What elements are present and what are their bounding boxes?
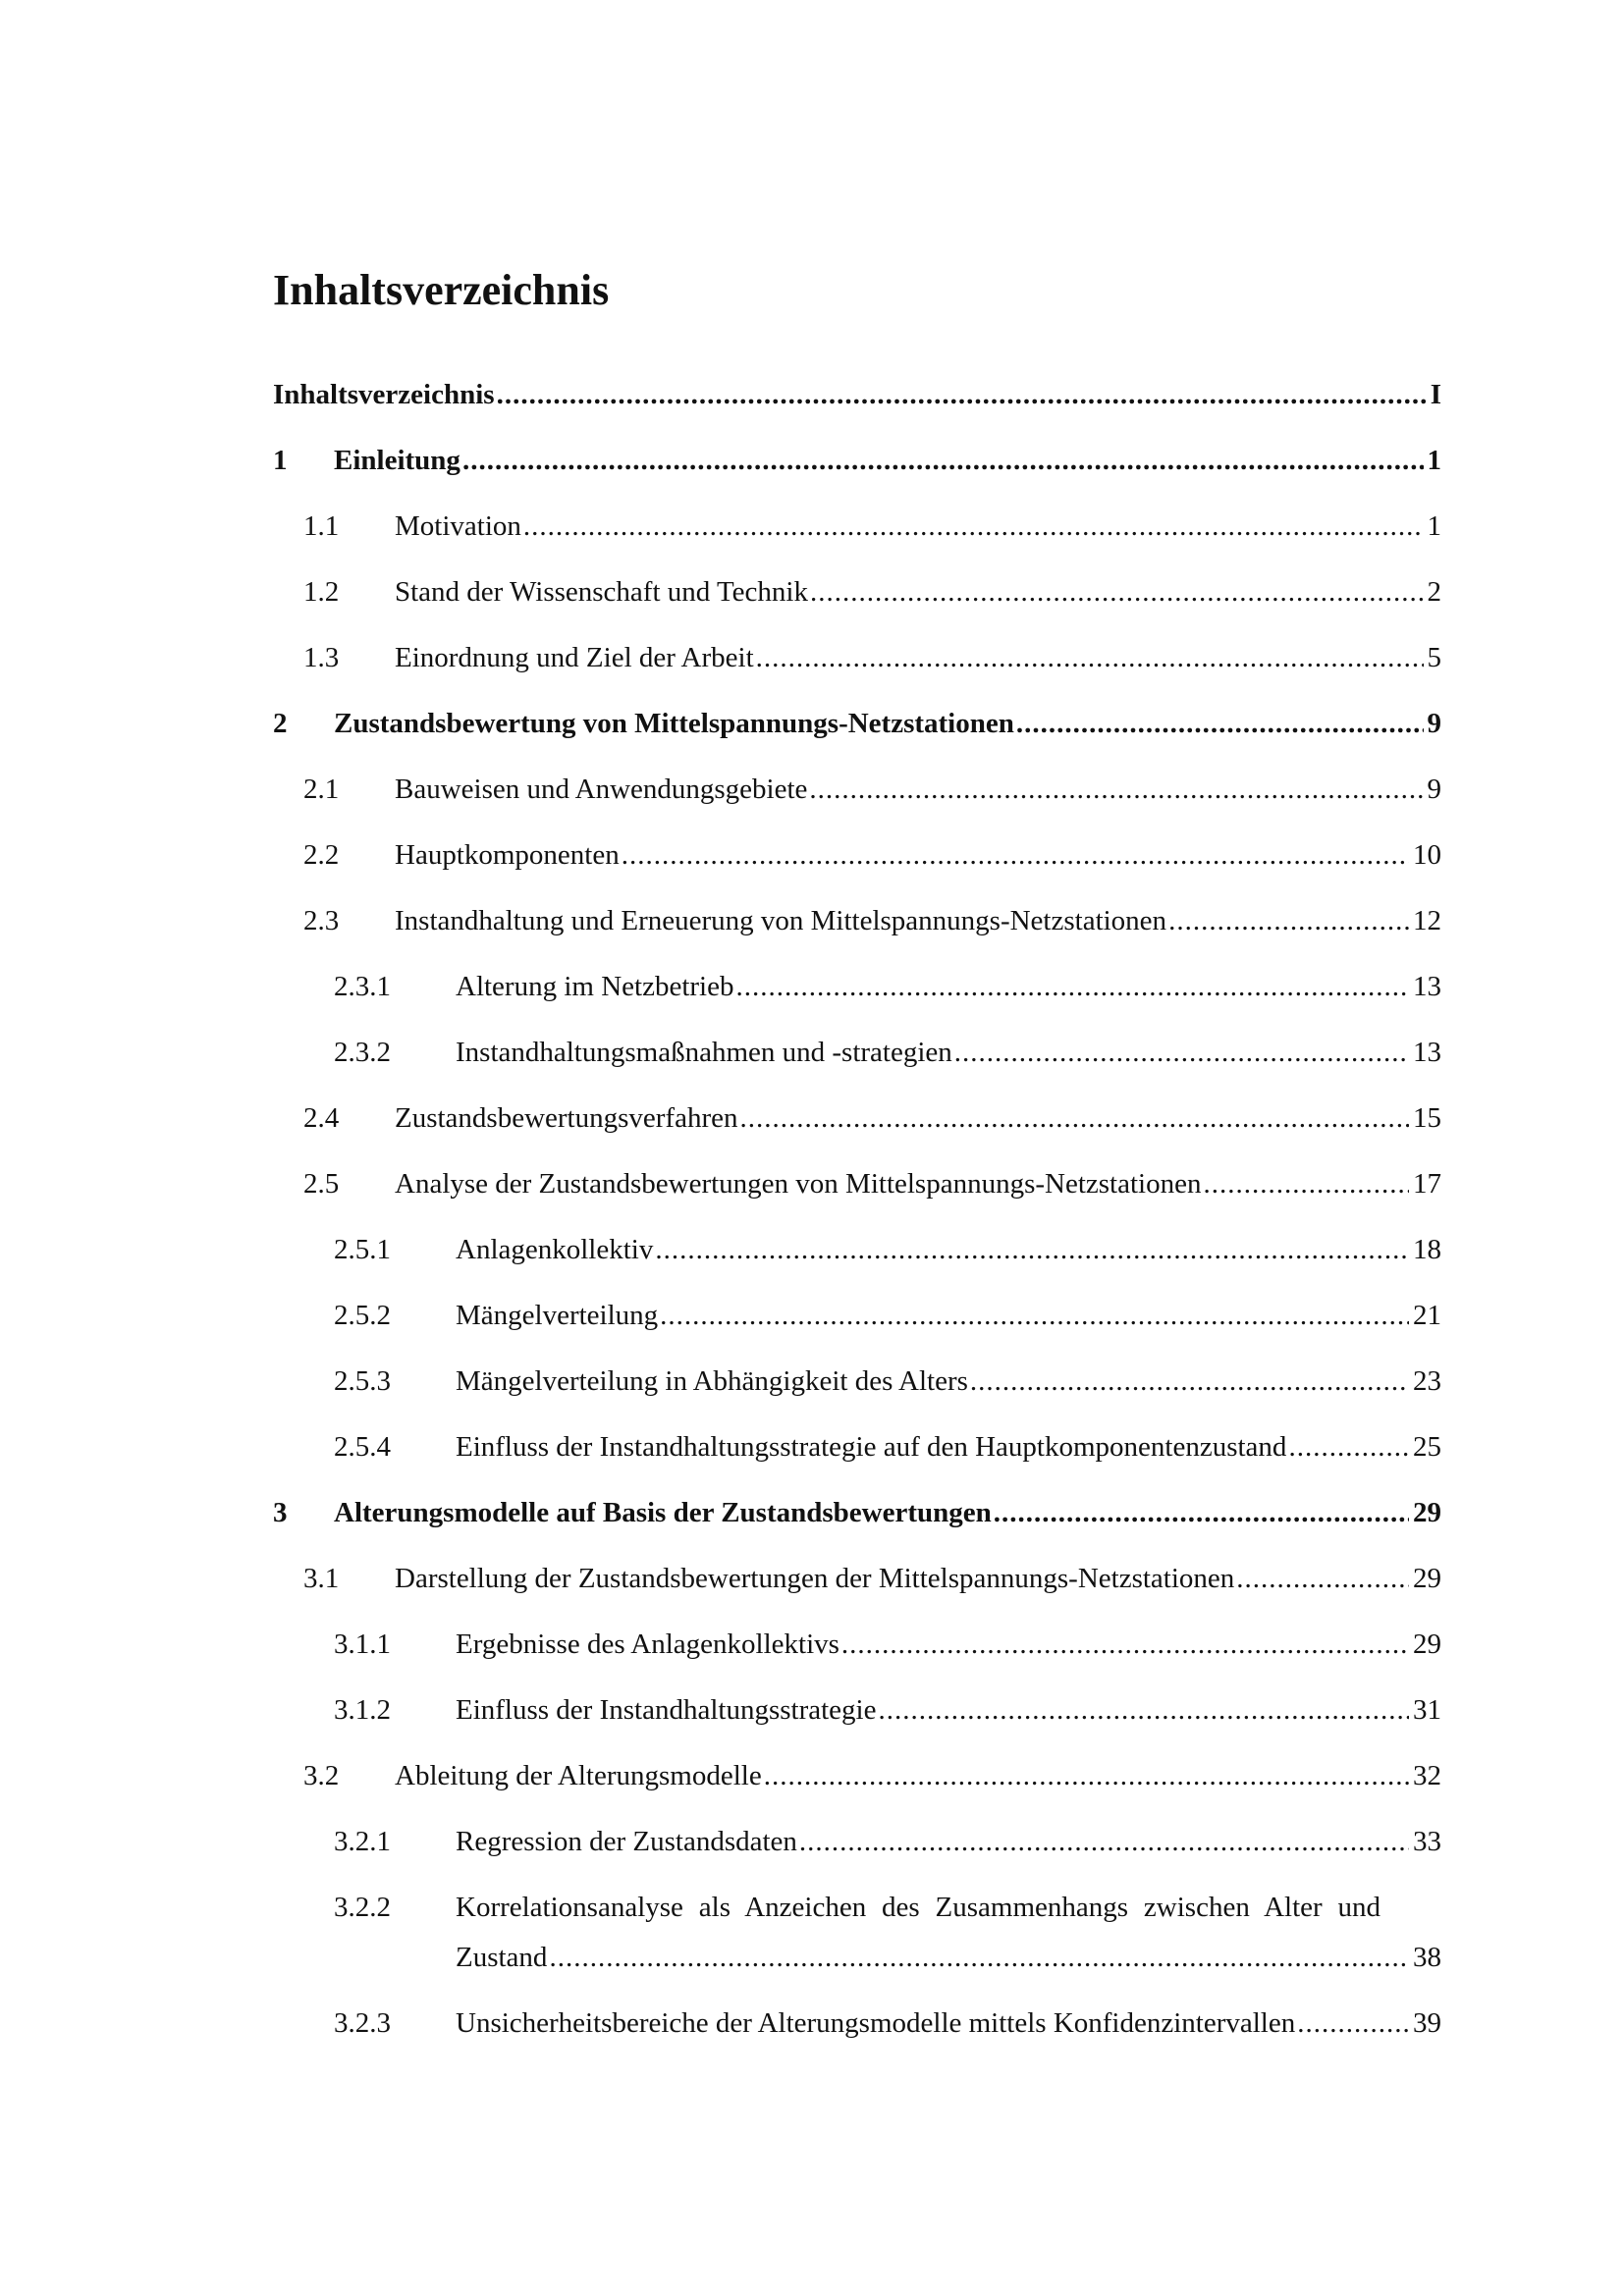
toc-entry-title: Inhaltsverzeichnis [273, 379, 495, 410]
toc-dot-leader [878, 1693, 1409, 1727]
toc-entry-title: Mängelverteilung in Abhängigkeit des Alters [456, 1365, 968, 1397]
toc-entry-title: Alterung im Netzbetrieb [456, 971, 734, 1002]
toc-dot-leader [740, 1101, 1410, 1135]
page-title: Inhaltsverzeichnis [273, 266, 610, 314]
toc-dot-leader [756, 641, 1424, 674]
toc-entry-number: 2.3.2 [334, 1037, 391, 1068]
toc-entry-page: 39 [1413, 2007, 1441, 2039]
toc-entry-number: 2.5.4 [334, 1431, 391, 1463]
toc-entry-number: 3 [273, 1497, 288, 1528]
toc-entry-number: 2.3.1 [334, 971, 391, 1002]
toc-entry-number: 2.2 [303, 839, 340, 871]
toc-entry-page: 10 [1413, 839, 1441, 871]
toc-entry-page: 23 [1413, 1365, 1441, 1397]
toc-entry-page: I [1430, 379, 1441, 410]
toc-entry-title: Stand der Wissenschaft und Technik [395, 576, 808, 608]
toc-entry-number: 2.3 [303, 905, 340, 936]
toc-entry-page: 13 [1413, 971, 1441, 1002]
toc-entry-title-line1: Korrelationsanalyse als Anzeichen des Zusammenhangs zwischen Alter und [456, 1892, 1380, 1923]
toc-entry-page: 29 [1413, 1629, 1441, 1660]
toc-dot-leader [523, 509, 1424, 543]
toc-dot-leader [954, 1036, 1409, 1069]
toc-entry-number: 2.4 [303, 1102, 340, 1134]
toc-entry-page: 33 [1413, 1826, 1441, 1857]
toc-entry-number: 3.2.2 [334, 1892, 391, 1923]
toc-entry-title: Einfluss der Instandhaltungsstrategie auf den Hauptkomponentenzustand [456, 1431, 1287, 1463]
toc-entry-title: Einfluss der Instandhaltungsstrategie [456, 1694, 877, 1726]
toc-entry-number: 3.2.1 [334, 1826, 391, 1857]
toc-entry-title: Analyse der Zustandsbewertungen von Mittelspannungs-Netzstationen [395, 1168, 1202, 1200]
toc-entry-number: 1.2 [303, 576, 340, 608]
toc-entry-title: Anlagenkollektiv [456, 1234, 654, 1265]
toc-entry-page: 38 [1413, 1942, 1441, 1973]
toc-dot-leader [462, 444, 1424, 477]
toc-dot-leader [970, 1364, 1409, 1398]
toc-entry[interactable] [273, 1891, 1441, 1975]
toc-entry-page: 5 [1427, 642, 1441, 673]
toc-entry-title: Alterungsmodelle auf Basis der Zustandsbewertungen [334, 1497, 992, 1528]
toc-entry-page: 32 [1413, 1760, 1441, 1791]
toc-entry-page: 21 [1413, 1300, 1441, 1331]
toc-dot-leader [1203, 1167, 1409, 1201]
toc-dot-leader [810, 575, 1424, 609]
toc-entry-title: Mängelverteilung [456, 1300, 659, 1331]
toc-entry-number: 3.2 [303, 1760, 340, 1791]
toc-entry-title: Instandhaltung und Erneuerung von Mittelspannungs-Netzstationen [395, 905, 1167, 936]
toc-entry-number: 3.1.2 [334, 1694, 391, 1726]
toc-entry-title: Motivation [395, 510, 521, 542]
toc-dot-leader [549, 1941, 1409, 1974]
toc-entry-number: 2.1 [303, 774, 340, 805]
toc-entry-page: 9 [1427, 774, 1441, 805]
toc-entry-page: 15 [1413, 1102, 1441, 1134]
toc-entry-number: 2 [273, 708, 288, 739]
toc-entry-number: 1 [273, 445, 288, 476]
toc-entry-page: 9 [1427, 708, 1441, 739]
toc-entry-page: 25 [1413, 1431, 1441, 1463]
toc-entry-page: 12 [1413, 905, 1441, 936]
toc-entry-title: Ergebnisse des Anlagenkollektivs [456, 1629, 839, 1660]
toc-entry-number: 2.5.3 [334, 1365, 391, 1397]
toc-entry-number: 2.5.2 [334, 1300, 391, 1331]
toc-entry-page: 13 [1413, 1037, 1441, 1068]
toc-entry-page: 1 [1427, 445, 1441, 476]
toc-entry-page: 31 [1413, 1694, 1441, 1726]
toc-entry-title: Einleitung [334, 445, 460, 476]
toc-entry-page: 17 [1413, 1168, 1441, 1200]
toc-dot-leader [655, 1233, 1409, 1266]
toc-entry-title: Darstellung der Zustandsbewertungen der Mittelspannungs-Netzstationen [395, 1563, 1235, 1594]
toc-entry-title: Zustandsbewertung von Mittelspannungs-Netzstationen [334, 708, 1014, 739]
toc-entry-title: Hauptkomponenten [395, 839, 620, 871]
toc-entry-title: Regression der Zustandsdaten [456, 1826, 797, 1857]
toc-dot-leader [1236, 1562, 1409, 1595]
toc-entry-page: 29 [1413, 1497, 1441, 1528]
toc-dot-leader [1016, 707, 1424, 740]
toc-entry-number: 2.5 [303, 1168, 340, 1200]
toc-entry-title: Zustandsbewertungsverfahren [395, 1102, 738, 1134]
toc-dot-leader [799, 1825, 1409, 1858]
toc-entry-page: 1 [1427, 510, 1441, 542]
toc-entry-page: 18 [1413, 1234, 1441, 1265]
toc-entry-title: Bauweisen und Anwendungsgebiete [395, 774, 808, 805]
toc-dot-leader [735, 970, 1409, 1003]
toc-dot-leader [1288, 1430, 1409, 1464]
toc-dot-leader [622, 838, 1409, 872]
toc-entry-number: 3.2.3 [334, 2007, 391, 2039]
toc-dot-leader [660, 1299, 1409, 1332]
toc-dot-leader [994, 1496, 1409, 1529]
toc-entry-number: 1.1 [303, 510, 340, 542]
toc-entry-page: 2 [1427, 576, 1441, 608]
toc-entry-title: Instandhaltungsmaßnahmen und -strategien [456, 1037, 952, 1068]
toc-entry-title: Zustand [456, 1942, 548, 1973]
toc-dot-leader [764, 1759, 1409, 1792]
toc-entry-number: 3.1.1 [334, 1629, 391, 1660]
toc-dot-leader [497, 378, 1427, 411]
toc-dot-leader [841, 1628, 1409, 1661]
toc-entry-title: Einordnung und Ziel der Arbeit [395, 642, 754, 673]
toc-entry-title: Unsicherheitsbereiche der Alterungsmodelle mittels Konfidenzintervallen [456, 2007, 1296, 2039]
toc-entry-title: Ableitung der Alterungsmodelle [395, 1760, 762, 1791]
toc-entry-number: 1.3 [303, 642, 340, 673]
toc-dot-leader [809, 773, 1423, 806]
toc-entry-number: 2.5.1 [334, 1234, 391, 1265]
toc-dot-leader [1168, 904, 1409, 937]
toc-entry-page: 29 [1413, 1563, 1441, 1594]
toc-dot-leader [1297, 2006, 1409, 2040]
toc-entry-number: 3.1 [303, 1563, 340, 1594]
